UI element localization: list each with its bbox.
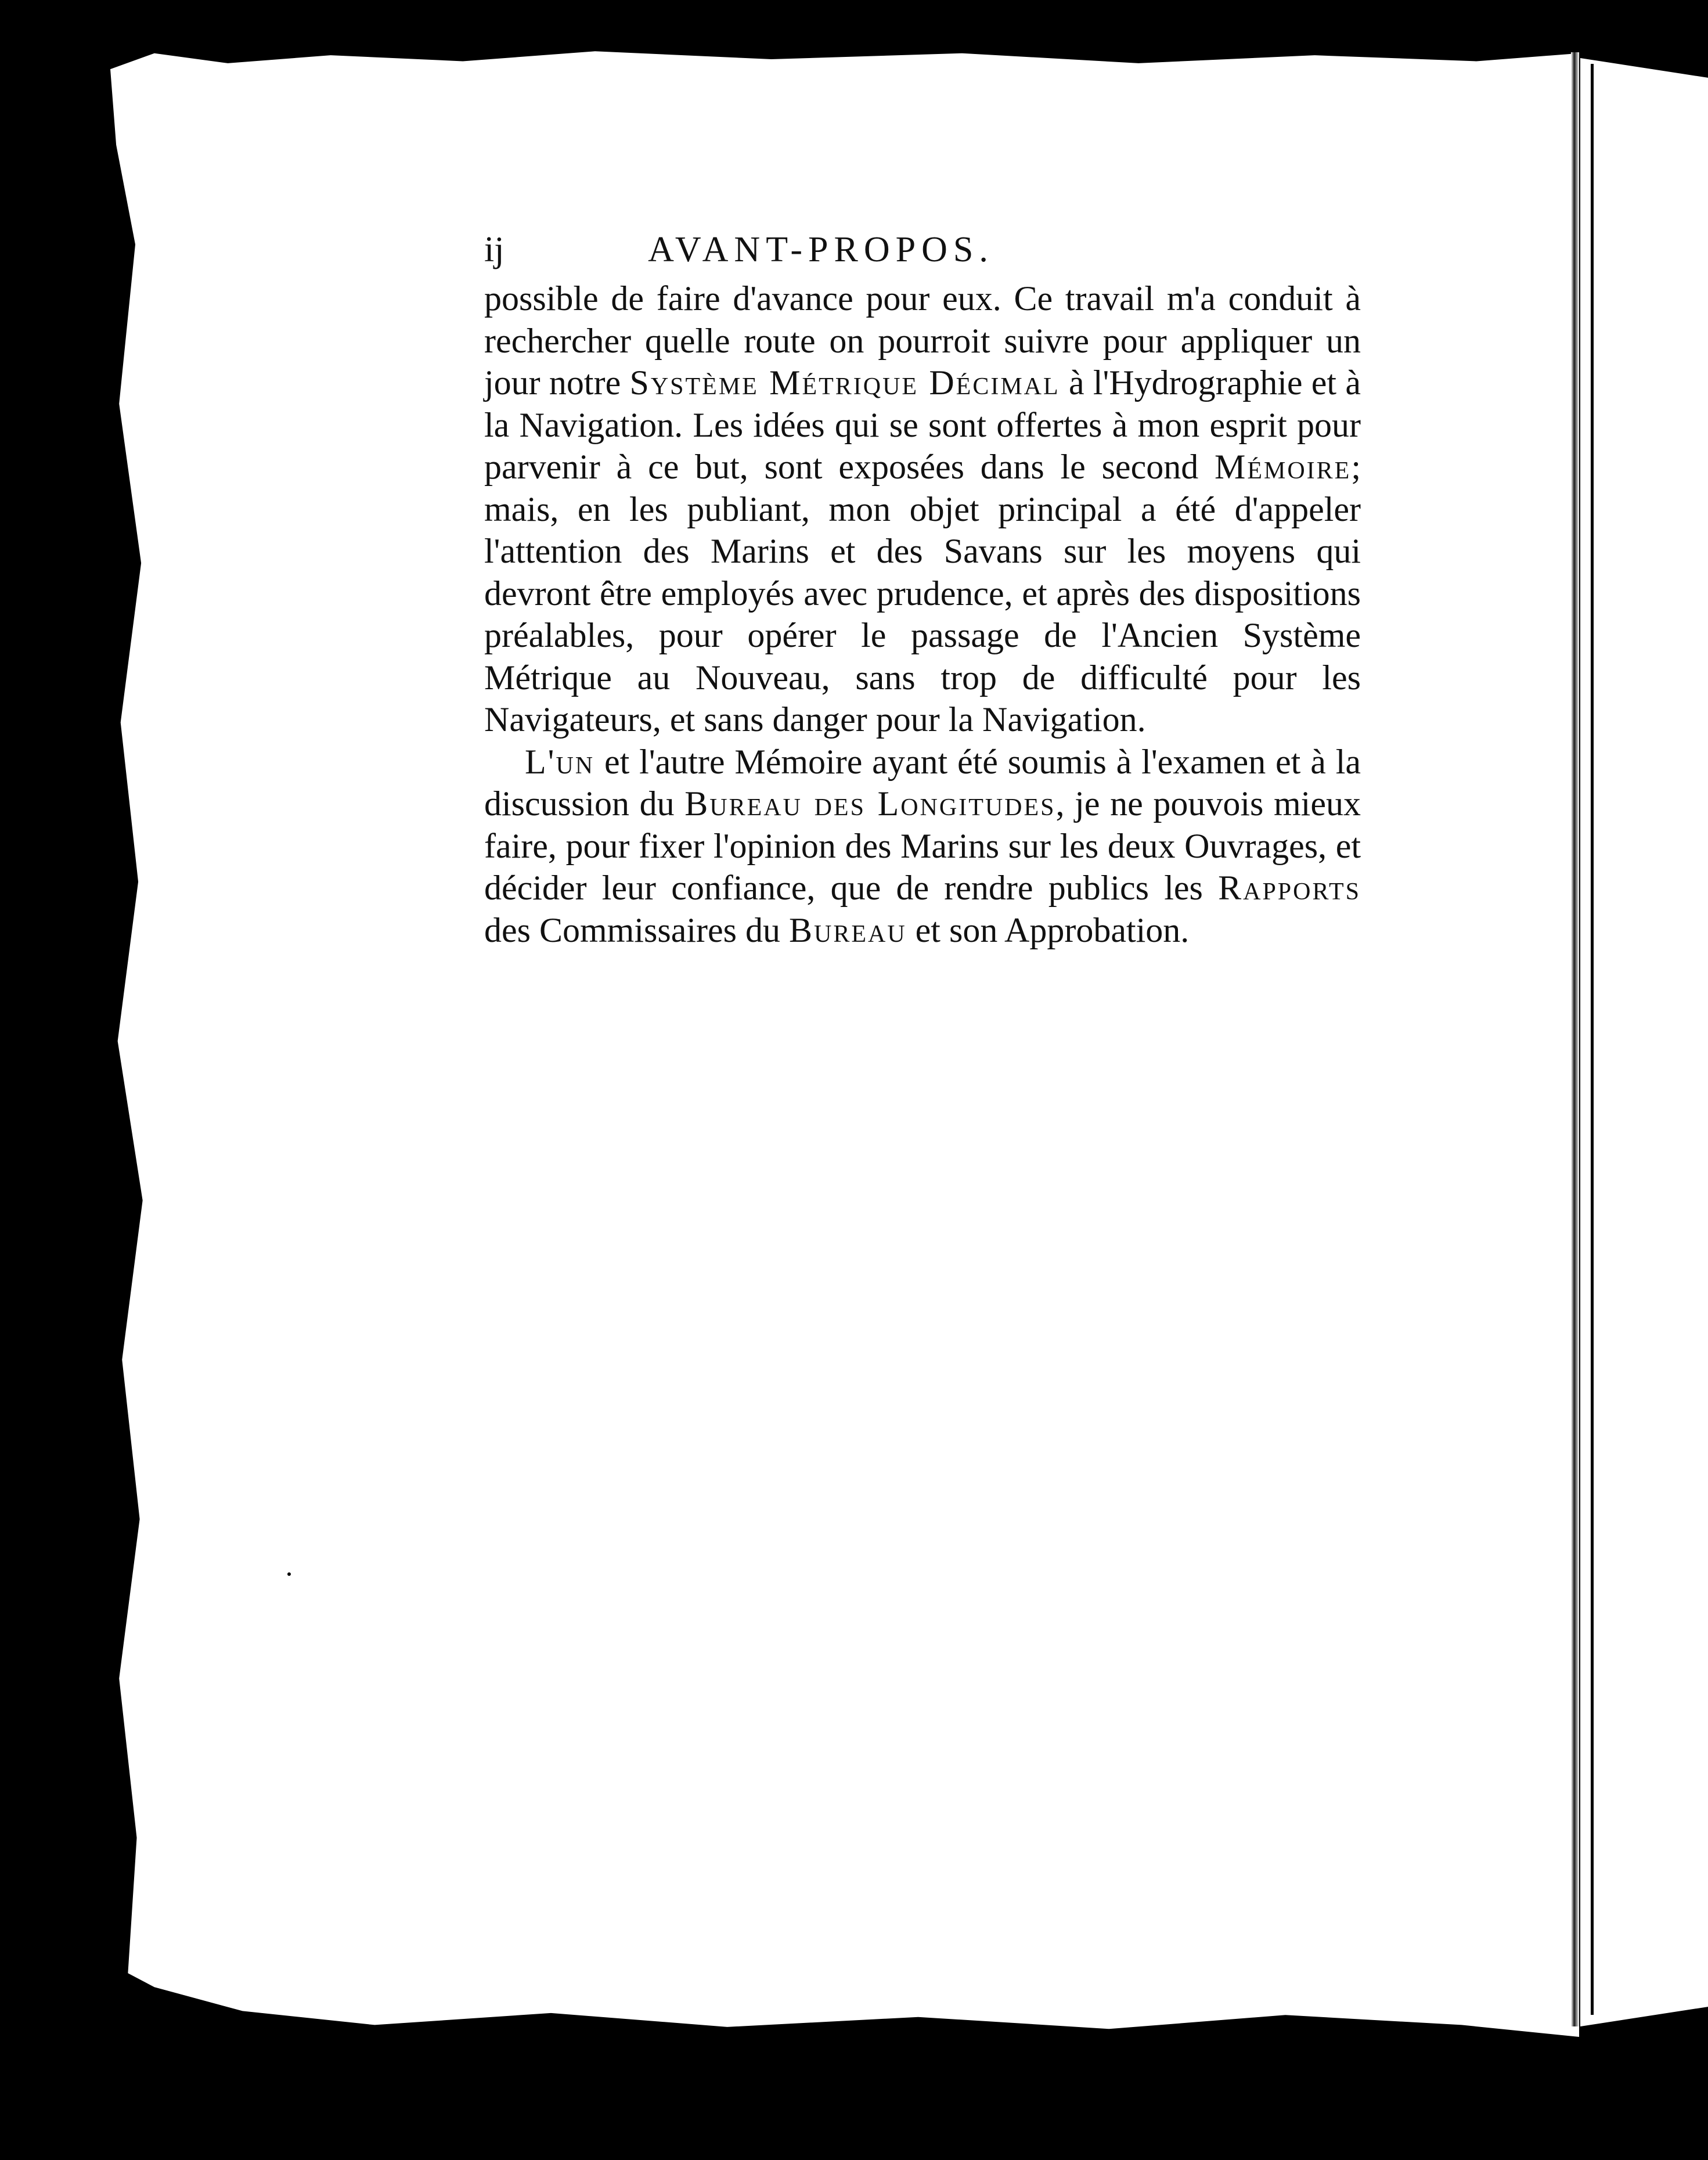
paragraph-2-text-d: et son Approbation. bbox=[906, 910, 1190, 949]
small-caps-term: L'un bbox=[525, 742, 595, 781]
small-caps-term: Bureau bbox=[788, 910, 907, 949]
page-edge-line bbox=[1591, 64, 1594, 2015]
paragraph-2-text-b: , je ne pouvois mieux faire, pour fixer l'opinion des Marins sur les deux Ouvrages, et décider leur confiance, que de rendre publics les bbox=[484, 784, 1361, 907]
small-caps-term: Mémoire bbox=[1214, 448, 1352, 486]
paragraph-2-text-a: et l'autre Mémoire ayant été soumis à l'examen et à la discussion du bbox=[484, 742, 1361, 823]
book-gutter bbox=[1571, 52, 1579, 2026]
page-header bbox=[484, 229, 1105, 276]
paragraph-1 bbox=[484, 278, 1361, 741]
paragraph-2 bbox=[484, 741, 1361, 952]
facing-page-edge bbox=[1580, 58, 1708, 2026]
top-border bbox=[0, 0, 1708, 41]
paragraph-1-text-c: ; mais, en les publiant, mon objet principal a été d'appeler l'attention des Marins et des Savans sur les moyens qui devront être employés avec prudence, et après des dispositions préalables, pour opérer le passage de l'Ancien Système Métrique au Nouveau, sans trop de difficulté pour les Navigateurs, et sans danger pour la Navigation. bbox=[484, 448, 1361, 739]
paragraph-1-text-b: à l'Hydrographie et à la Navigation. Les idées qui se sont offertes à mon esprit pour parvenir à ce but, sont exposées dans le second bbox=[484, 363, 1361, 486]
paragraph-1-text-a: possible de faire d'avance pour eux. Ce travail m'a conduit à rechercher quelle route on pourroit suivre pour appliquer un jour notre bbox=[484, 279, 1361, 402]
small-caps-term: Rapports bbox=[1218, 869, 1361, 907]
paragraph-2-text-c: des Commissaires du bbox=[484, 910, 789, 949]
body-text bbox=[484, 278, 1361, 951]
running-head: AVANT-PROPOS. bbox=[648, 230, 994, 269]
stray-ink-dot bbox=[287, 1572, 291, 1576]
page-number: ij bbox=[484, 230, 505, 269]
small-caps-term: Bureau des Longitudes bbox=[684, 784, 1056, 823]
small-caps-term: Système Métrique Décimal bbox=[629, 363, 1060, 402]
